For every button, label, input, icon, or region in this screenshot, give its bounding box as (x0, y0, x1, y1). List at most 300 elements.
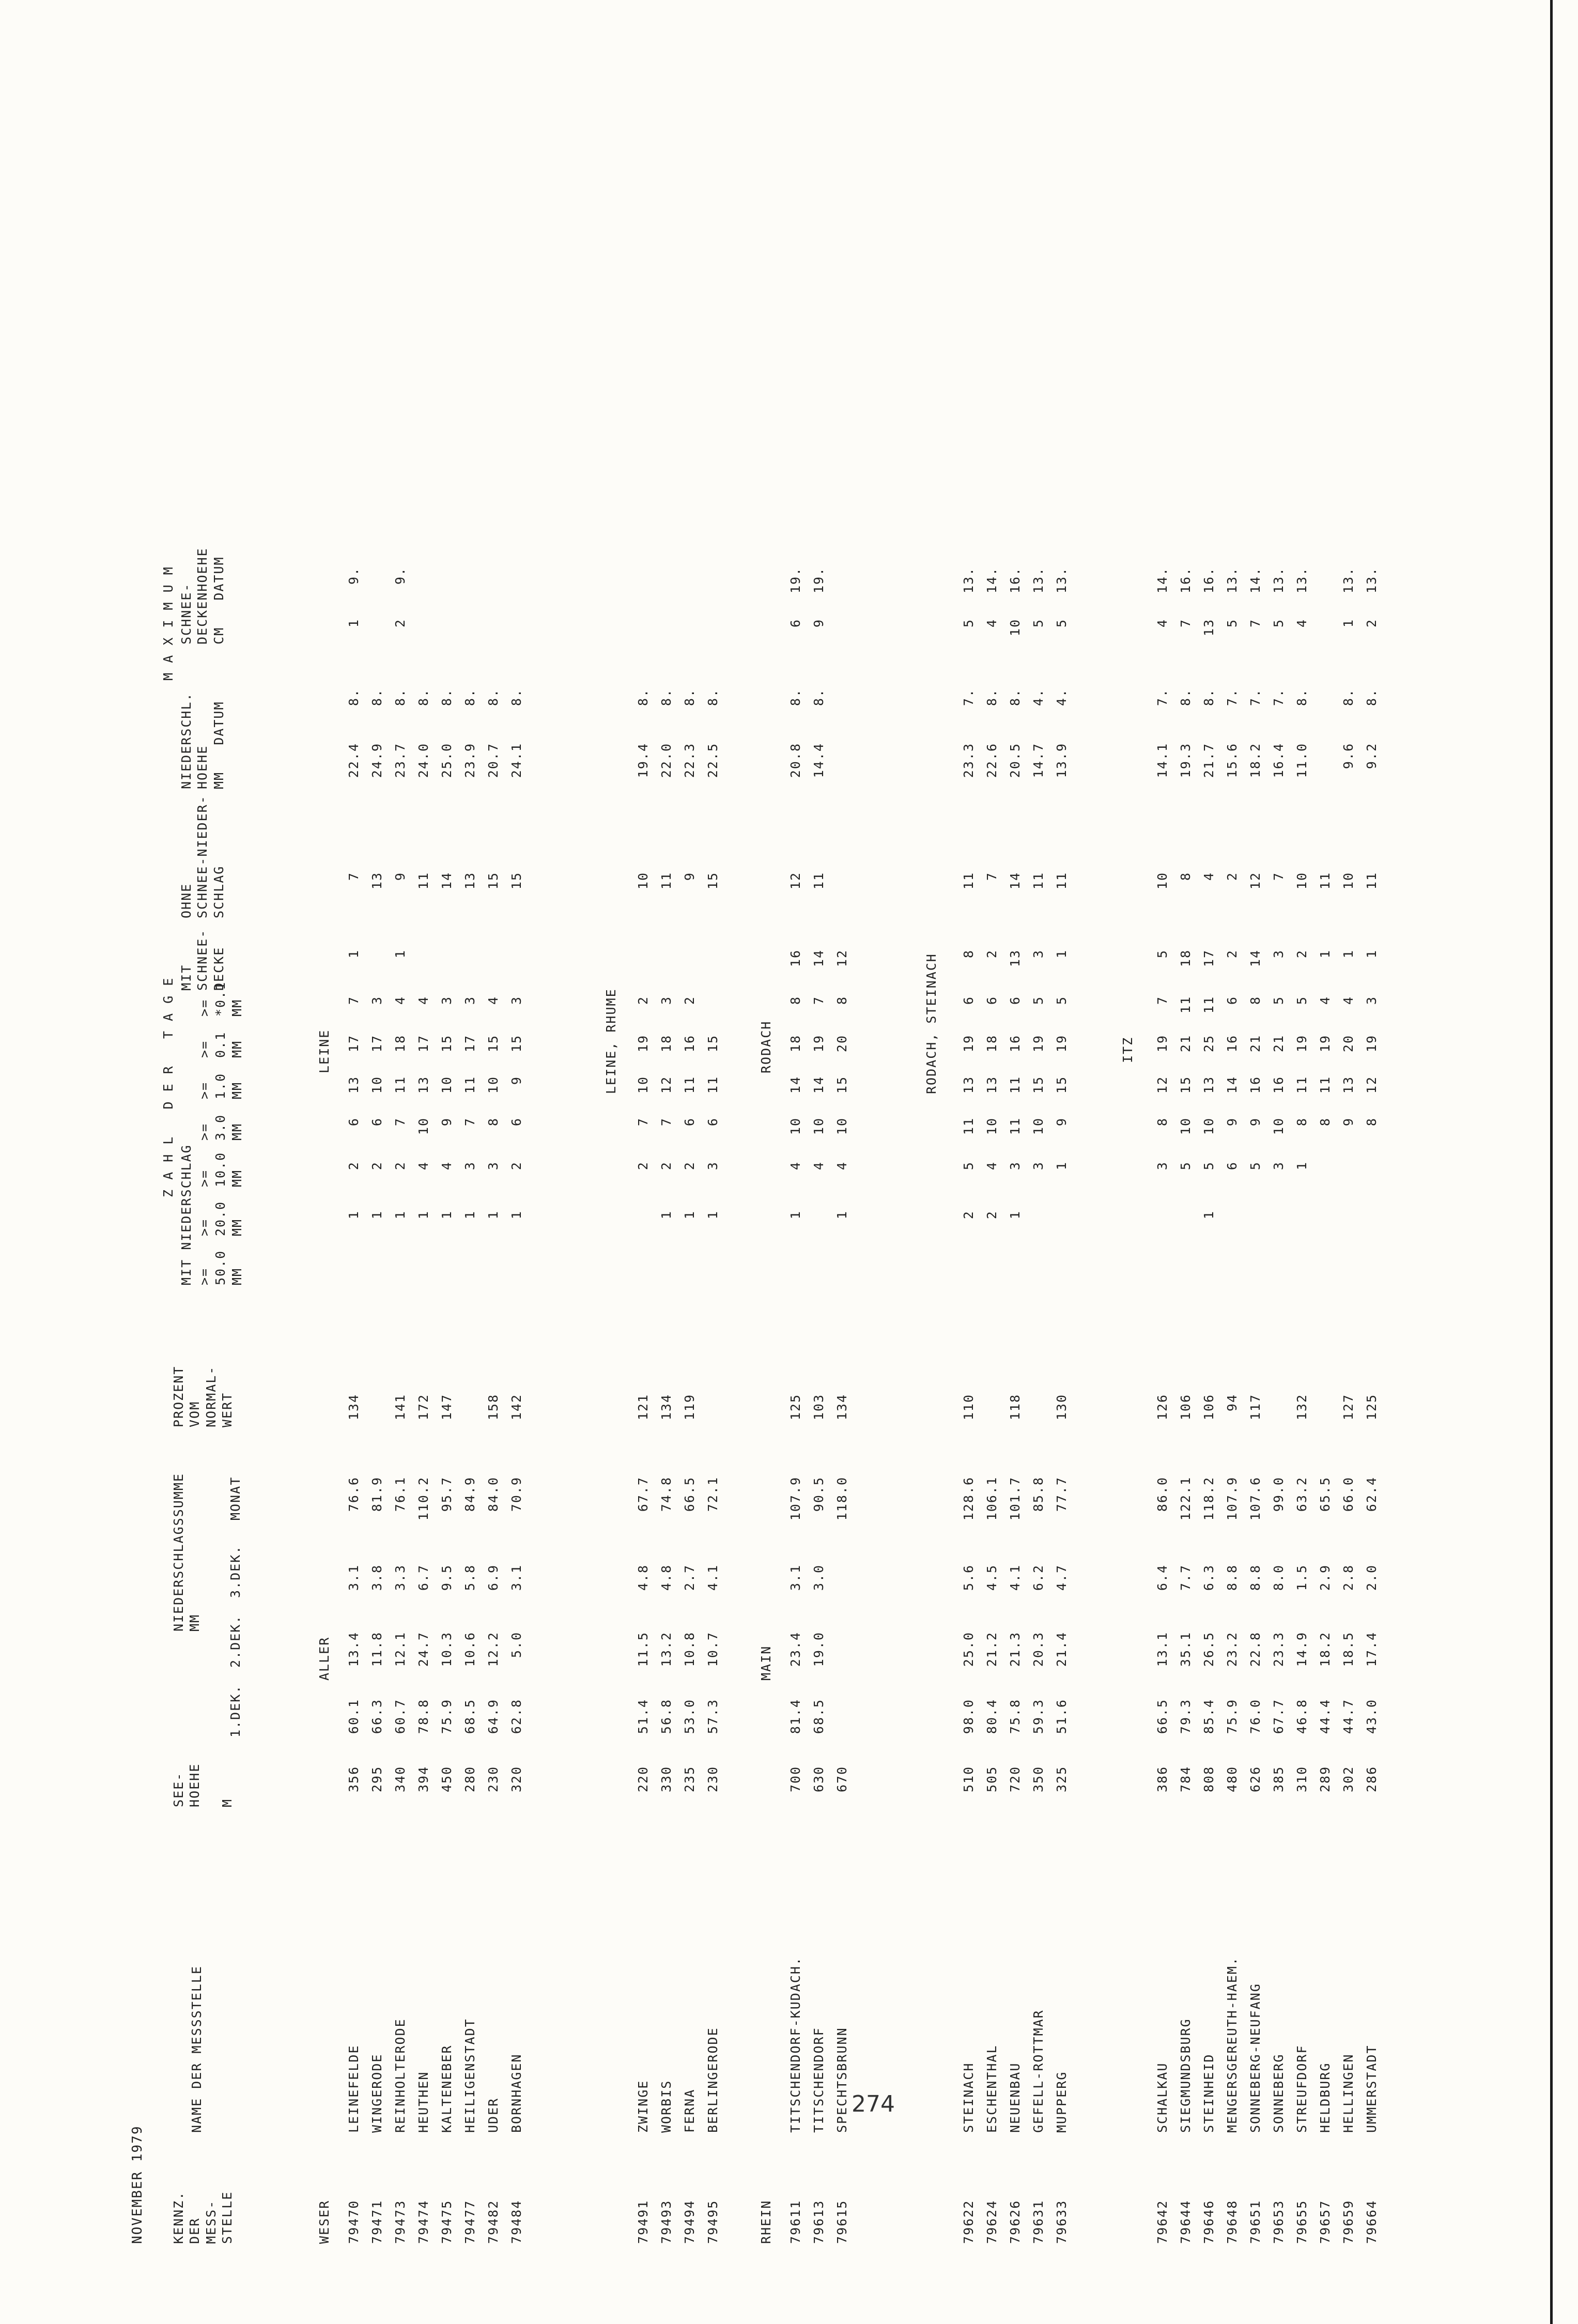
cell-t20: 2 (984, 1210, 999, 1220)
cell-name: NEUENBAU (1008, 2062, 1023, 2133)
cell-t1: 14 (811, 1076, 826, 1094)
cell-pct: 127 (1341, 1394, 1356, 1421)
cell-id: 79657 (1318, 2199, 1333, 2244)
cell-h: 670 (834, 1766, 849, 1793)
cell-mx: 22.3 (682, 743, 697, 778)
cell-t001: 4 (1341, 996, 1356, 1005)
cell-d3: 3.1 (346, 1564, 361, 1591)
cell-shd: 9. (346, 567, 361, 585)
cell-t10: 3 (1008, 1161, 1023, 1171)
cell-h: 220 (636, 1766, 651, 1793)
table-row (416, 464, 439, 2324)
cell-t20: 1 (486, 1210, 501, 1220)
cell-mxd: 7. (961, 688, 976, 706)
cell-d2: 13.4 (346, 1632, 361, 1667)
cell-d2: 17.4 (1364, 1632, 1379, 1667)
cell-t01: 18 (788, 1035, 803, 1053)
cell-t001: 3 (509, 996, 524, 1005)
cell-sh: 5 (1054, 619, 1069, 628)
cell-name: BORNHAGEN (509, 2053, 524, 2133)
cell-t20: 1 (788, 1210, 803, 1220)
cell-mon: 66.5 (682, 1476, 697, 1512)
header-seehoehe: SEE- HOEHE M (171, 1763, 235, 1807)
cell-h: 330 (659, 1766, 674, 1793)
cell-schnee: 3 (1031, 949, 1046, 959)
cell-t3: 7 (462, 1117, 477, 1127)
cell-ohne: 11 (1031, 872, 1046, 890)
cell-schnee: 17 (1201, 949, 1216, 967)
cell-t3: 8 (1364, 1117, 1379, 1127)
cell-t20: 1 (659, 1210, 674, 1220)
cell-sh: 2 (1364, 619, 1379, 628)
cell-shd: 13. (1364, 567, 1379, 594)
header-001mm: >= *0.1 MM (197, 981, 244, 1017)
header-name: NAME DER MESSSTELLE (189, 1965, 204, 2133)
cell-mx: 14.1 (1155, 743, 1170, 778)
cell-id: 79631 (1031, 2199, 1046, 2244)
cell-name: SONNEBERG (1271, 2053, 1286, 2133)
cell-shd: 13. (1341, 567, 1356, 594)
cell-mx: 19.4 (636, 743, 651, 778)
cell-t3: 11 (1008, 1117, 1023, 1135)
cell-t01: 18 (393, 1035, 408, 1053)
cell-ohne: 10 (1341, 872, 1356, 890)
cell-t3: 11 (961, 1117, 976, 1135)
cell-t1: 13 (984, 1076, 999, 1094)
cell-d1: 75.8 (1008, 1699, 1023, 1734)
cell-t10: 4 (439, 1161, 454, 1171)
cell-d2: 10.3 (439, 1632, 454, 1667)
cell-mon: 84.9 (462, 1476, 477, 1512)
cell-t3: 9 (1248, 1117, 1263, 1127)
cell-d1: 53.0 (682, 1699, 697, 1734)
cell-name: HELDBURG (1318, 2062, 1333, 2133)
cell-id: 79613 (811, 2199, 826, 2244)
cell-id: 79494 (682, 2199, 697, 2244)
cell-mx: 16.4 (1271, 743, 1286, 778)
basin-label-weser: WESER (317, 2199, 332, 2244)
cell-t01: 21 (1248, 1035, 1263, 1053)
cell-d1: 44.4 (1318, 1699, 1333, 1734)
cell-h: 510 (961, 1766, 976, 1793)
cell-mon: 65.5 (1318, 1476, 1333, 1512)
cell-t01: 16 (1225, 1035, 1240, 1053)
cell-t1: 13 (346, 1076, 361, 1094)
cell-id: 79664 (1364, 2199, 1379, 2244)
cell-t20: 1 (439, 1210, 454, 1220)
cell-t10: 3 (462, 1161, 477, 1171)
cell-mon: 122.1 (1178, 1476, 1193, 1521)
cell-id: 79626 (1008, 2199, 1023, 2244)
cell-mx: 21.7 (1201, 743, 1216, 778)
cell-t01: 16 (682, 1035, 697, 1053)
cell-h: 386 (1155, 1766, 1170, 1793)
cell-t3: 8 (1155, 1117, 1170, 1127)
cell-d3: 4.8 (636, 1564, 651, 1591)
cell-shd: 19. (811, 567, 826, 594)
cell-sh: 7 (1178, 619, 1193, 628)
cell-t10: 4 (834, 1161, 849, 1171)
cell-t1: 11 (1294, 1076, 1309, 1094)
cell-t01: 19 (1294, 1035, 1309, 1053)
header-01mm: >= 0.1 MM (197, 1031, 244, 1058)
cell-t001: 6 (984, 996, 999, 1005)
cell-ohne: 11 (416, 872, 431, 890)
cell-t3: 7 (393, 1117, 408, 1127)
cell-mon: 72.1 (705, 1476, 720, 1512)
cell-name: FERNA (682, 2088, 697, 2133)
cell-name: HEUTHEN (416, 2071, 431, 2133)
cell-sh: 4 (1294, 619, 1309, 628)
cell-t001: 7 (811, 996, 826, 1005)
cell-d2: 18.2 (1318, 1632, 1333, 1667)
cell-ohne: 15 (509, 872, 524, 890)
cell-mxd: 8. (462, 688, 477, 706)
cell-mon: 85.8 (1031, 1476, 1046, 1512)
cell-d2: 5.0 (509, 1632, 524, 1658)
cell-schnee: 18 (1178, 949, 1193, 967)
cell-t01: 19 (1364, 1035, 1379, 1053)
cell-d3: 2.9 (1318, 1564, 1333, 1591)
cell-d1: 75.9 (1225, 1699, 1240, 1734)
cell-mon: 110.2 (416, 1476, 431, 1521)
cell-name: UDER (486, 2097, 501, 2133)
cell-shd: 14. (1155, 567, 1170, 594)
cell-d1: 75.9 (439, 1699, 454, 1734)
cell-mon: 128.6 (961, 1476, 976, 1521)
cell-mon: 63.2 (1294, 1476, 1309, 1512)
cell-t1: 16 (1248, 1076, 1263, 1094)
cell-d2: 21.3 (1008, 1632, 1023, 1667)
cell-h: 394 (416, 1766, 431, 1793)
cell-t3: 10 (1178, 1117, 1193, 1135)
cell-mxd: 8. (1294, 688, 1309, 706)
cell-t001: 5 (1271, 996, 1286, 1005)
cell-t001: 7 (346, 996, 361, 1005)
cell-shd: 19. (788, 567, 803, 594)
cell-sh: 9 (811, 619, 826, 628)
cell-t20: 1 (509, 1210, 524, 1220)
cell-d1: 60.7 (393, 1699, 408, 1734)
cell-t1: 12 (1155, 1076, 1170, 1094)
cell-mxd: 8. (1178, 688, 1193, 706)
cell-sh: 5 (1225, 619, 1240, 628)
cell-d2: 19.0 (811, 1632, 826, 1667)
cell-d2: 23.2 (1225, 1632, 1240, 1667)
cell-mxd: 7. (1248, 688, 1263, 706)
cell-d2: 35.1 (1178, 1632, 1193, 1667)
cell-sh: 1 (1341, 619, 1356, 628)
cell-d3: 8.8 (1248, 1564, 1263, 1591)
cell-t20: 1 (346, 1210, 361, 1220)
cell-t001: 4 (416, 996, 431, 1005)
cell-d1: 64.9 (486, 1699, 501, 1734)
table-row (659, 464, 682, 2324)
cell-t20: 1 (416, 1210, 431, 1220)
cell-shd: 13. (1294, 567, 1309, 594)
cell-t1: 15 (834, 1076, 849, 1094)
header-50mm: >= 50.0 MM (197, 1250, 244, 1285)
cell-h: 235 (682, 1766, 697, 1793)
cell-t001: 7 (1155, 996, 1170, 1005)
cell-shd: 13. (1031, 567, 1046, 594)
cell-d2: 11.5 (636, 1632, 651, 1667)
cell-id: 79470 (346, 2199, 361, 2244)
cell-mxd: 8. (811, 688, 826, 706)
table-row (1248, 464, 1271, 2324)
cell-mx: 20.7 (486, 743, 501, 778)
cell-t10: 5 (1178, 1161, 1193, 1171)
cell-mx: 22.4 (346, 743, 361, 778)
cell-ohne: 11 (659, 872, 674, 890)
cell-ohne: 12 (1248, 872, 1263, 890)
cell-d3: 3.1 (509, 1564, 524, 1591)
cell-mon: 90.5 (811, 1476, 826, 1512)
cell-mxd: 8. (1364, 688, 1379, 706)
cell-h: 320 (509, 1766, 524, 1793)
cell-d1: 81.4 (788, 1699, 803, 1734)
table-row (984, 464, 1008, 2324)
cell-d2: 10.7 (705, 1632, 720, 1667)
cell-h: 385 (1271, 1766, 1286, 1793)
table-row (1294, 464, 1318, 2324)
cell-id: 79653 (1271, 2199, 1286, 2244)
cell-ohne: 13 (369, 872, 384, 890)
cell-d3: 2.7 (682, 1564, 697, 1591)
cell-mon: 95.7 (439, 1476, 454, 1512)
cell-t01: 17 (462, 1035, 477, 1053)
cell-schnee: 1 (393, 949, 408, 959)
cell-d2: 21.4 (1054, 1632, 1069, 1667)
cell-h: 289 (1318, 1766, 1333, 1793)
cell-d1: 51.4 (636, 1699, 651, 1734)
cell-t20: 2 (961, 1210, 976, 1220)
cell-t1: 15 (1178, 1076, 1193, 1094)
cell-h: 808 (1201, 1766, 1216, 1793)
cell-name: HEILIGENSTADT (462, 2018, 477, 2133)
cell-d1: 80.4 (984, 1699, 999, 1734)
cell-h: 480 (1225, 1766, 1240, 1793)
cell-d1: 85.4 (1201, 1699, 1216, 1734)
cell-t10: 4 (811, 1161, 826, 1171)
cell-t001: 5 (1031, 996, 1046, 1005)
cell-mx: 23.7 (393, 743, 408, 778)
cell-h: 356 (346, 1766, 361, 1793)
cell-t001: 3 (462, 996, 477, 1005)
cell-id: 79642 (1155, 2199, 1170, 2244)
cell-d1: 98.0 (961, 1699, 976, 1734)
cell-ohne: 11 (1364, 872, 1379, 890)
cell-ohne: 4 (1201, 872, 1216, 881)
header-20mm: >= 20.0 MM (197, 1201, 244, 1236)
cell-t3: 7 (636, 1117, 651, 1127)
cell-d3: 2.0 (1364, 1564, 1379, 1591)
table-row (1271, 464, 1294, 2324)
cell-d1: 51.6 (1054, 1699, 1069, 1734)
cell-pct: 119 (682, 1394, 697, 1421)
cell-t20: 1 (834, 1210, 849, 1220)
cell-sh: 4 (984, 619, 999, 628)
cell-name: MENGERSGEREUTH-HAEM. (1225, 1956, 1240, 2133)
table-row (788, 464, 811, 2324)
table-row (393, 464, 416, 2324)
cell-ohne: 11 (961, 872, 976, 890)
cell-name: SPECHTSBRUNN (834, 2027, 849, 2133)
header-mit-niederschlag: MIT NIEDERSCHLAG (179, 1144, 194, 1285)
cell-d3: 7.7 (1178, 1564, 1193, 1591)
cell-t01: 19 (811, 1035, 826, 1053)
cell-d2: 10.8 (682, 1632, 697, 1667)
cell-t01: 17 (416, 1035, 431, 1053)
cell-mxd: 8. (439, 688, 454, 706)
cell-name: STEINACH (961, 2062, 976, 2133)
cell-t20: 1 (369, 1210, 384, 1220)
cell-d2: 10.6 (462, 1632, 477, 1667)
cell-d3: 3.1 (788, 1564, 803, 1591)
cell-mx: 20.8 (788, 743, 803, 778)
cell-mon: 81.9 (369, 1476, 384, 1512)
cell-schnee: 13 (1008, 949, 1023, 967)
cell-h: 450 (439, 1766, 454, 1793)
cell-t1: 14 (1225, 1076, 1240, 1094)
cell-mxd: 8. (1201, 688, 1216, 706)
cell-t1: 10 (486, 1076, 501, 1094)
cell-name: STEINHEID (1201, 2053, 1216, 2133)
cell-d3: 4.5 (984, 1564, 999, 1591)
cell-sh: 1 (346, 619, 361, 628)
cell-schnee: 1 (1054, 949, 1069, 959)
cell-h: 626 (1248, 1766, 1263, 1793)
cell-mx: 19.3 (1178, 743, 1193, 778)
cell-t01: 19 (1031, 1035, 1046, 1053)
cell-t3: 9 (439, 1117, 454, 1127)
cell-pct: 141 (393, 1394, 408, 1421)
cell-t001: 3 (1364, 996, 1379, 1005)
cell-name: UMMERSTADT (1364, 2044, 1379, 2133)
cell-mx: 14.7 (1031, 743, 1046, 778)
cell-schnee: 1 (1318, 949, 1333, 959)
cell-t10: 2 (346, 1161, 361, 1171)
cell-d3: 4.1 (705, 1564, 720, 1591)
cell-shd: 16. (1178, 567, 1193, 594)
cell-d1: 76.0 (1248, 1699, 1263, 1734)
cell-d2: 14.9 (1294, 1632, 1309, 1667)
header-kennz: KENNZ. DER MESS- STELLE (171, 2191, 235, 2244)
cell-shd: 14. (1248, 567, 1263, 594)
cell-d1: 44.7 (1341, 1699, 1356, 1734)
cell-t001: 4 (393, 996, 408, 1005)
cell-t001: 4 (486, 996, 501, 1005)
cell-d2: 22.8 (1248, 1632, 1263, 1667)
cell-id: 79655 (1294, 2199, 1309, 2244)
cell-mxd: 8. (369, 688, 384, 706)
cell-id: 79484 (509, 2199, 524, 2244)
doc-title: NOVEMBER 1979 (130, 2125, 145, 2244)
cell-mxd: 8. (509, 688, 524, 706)
cell-id: 79475 (439, 2199, 454, 2244)
cell-ohne: 14 (1008, 872, 1023, 890)
cell-t001: 5 (1294, 996, 1309, 1005)
cell-t10: 3 (705, 1161, 720, 1171)
cell-t01: 18 (659, 1035, 674, 1053)
cell-t1: 13 (961, 1076, 976, 1094)
cell-shd: 16. (1201, 567, 1216, 594)
header-max-niederschlag: NIEDERSCHL. HOEHE MM DATUM (179, 692, 226, 789)
cell-t001: 3 (369, 996, 384, 1005)
cell-d3: 6.2 (1031, 1564, 1046, 1591)
cell-t001: 6 (1008, 996, 1023, 1005)
cell-mon: 74.8 (659, 1476, 674, 1512)
cell-mx: 22.6 (984, 743, 999, 778)
cell-mon: 86.0 (1155, 1476, 1170, 1512)
cell-pct: 132 (1294, 1394, 1309, 1421)
table-row (636, 464, 659, 2324)
cell-h: 630 (811, 1766, 826, 1793)
cell-t10: 3 (1031, 1161, 1046, 1171)
table-row (1201, 464, 1225, 2324)
cell-d3: 8.0 (1271, 1564, 1286, 1591)
cell-d3: 2.8 (1341, 1564, 1356, 1591)
cell-sh: 7 (1248, 619, 1263, 628)
header-dek2: 2.DEK. (228, 1614, 243, 1668)
cell-mxd: 8. (1341, 688, 1356, 706)
cell-t10: 3 (486, 1161, 501, 1171)
cell-name: BERLINGERODE (705, 2027, 720, 2133)
cell-d2: 23.3 (1271, 1632, 1286, 1667)
cell-id: 79644 (1178, 2199, 1193, 2244)
cell-pct: 130 (1054, 1394, 1069, 1421)
cell-t01: 15 (509, 1035, 524, 1053)
cell-pct: 172 (416, 1394, 431, 1421)
cell-d3: 1.5 (1294, 1564, 1309, 1591)
cell-mxd: 8. (682, 688, 697, 706)
cell-d1: 56.8 (659, 1699, 674, 1734)
river-label-leine-rhume: LEINE, RHUME (604, 988, 618, 1094)
cell-t3: 7 (659, 1117, 674, 1127)
table-row (1364, 464, 1387, 2324)
table-row (369, 464, 393, 2324)
cell-id: 79482 (486, 2199, 501, 2244)
cell-ohne: 7 (346, 872, 361, 881)
table-row (462, 464, 486, 2324)
cell-h: 280 (462, 1766, 477, 1793)
cell-mxd: 8. (636, 688, 651, 706)
table-row (509, 464, 532, 2324)
cell-schnee: 1 (1341, 949, 1356, 959)
cell-sh: 2 (393, 619, 408, 628)
cell-d2: 13.1 (1155, 1632, 1170, 1667)
cell-mx: 13.9 (1054, 743, 1069, 778)
cell-t3: 6 (509, 1117, 524, 1127)
cell-mx: 23.3 (961, 743, 976, 778)
cell-t20: 1 (682, 1210, 697, 1220)
cell-id: 79624 (984, 2199, 999, 2244)
table-row (1008, 464, 1031, 2324)
cell-d3: 6.3 (1201, 1564, 1216, 1591)
cell-d2: 12.1 (393, 1632, 408, 1667)
cell-d3: 6.9 (486, 1564, 501, 1591)
cell-mon: 62.4 (1364, 1476, 1379, 1512)
cell-t1: 12 (659, 1076, 674, 1094)
cell-t1: 13 (1201, 1076, 1216, 1094)
cell-t10: 4 (984, 1161, 999, 1171)
cell-d3: 5.8 (462, 1564, 477, 1591)
table-row (486, 464, 509, 2324)
cell-mon: 106.1 (984, 1476, 999, 1521)
cell-ohne: 10 (1294, 872, 1309, 890)
cell-id: 79615 (834, 2199, 849, 2244)
cell-ohne: 2 (1225, 872, 1240, 881)
